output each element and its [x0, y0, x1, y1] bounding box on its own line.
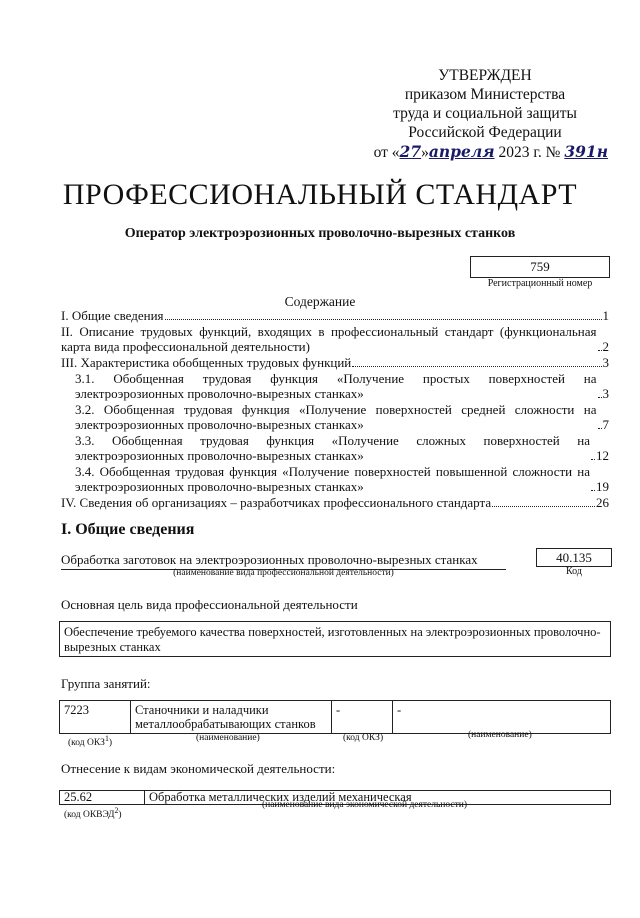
footnote-mark: 1 — [104, 734, 109, 743]
code-caption: Код — [566, 566, 582, 577]
goal-text: Обеспечение требуемого качества поверхностей, изготовленных на электроэрозионных проволочно-вырезных станках — [59, 621, 611, 657]
toc-leader-dots — [352, 366, 601, 367]
toc-entry-page: 2 — [602, 339, 609, 354]
toc-leader-dots — [598, 428, 602, 429]
toc-entry-text: III. Характеристика обобщенных трудовых функций — [61, 355, 352, 370]
toc-leader-dots — [598, 350, 602, 351]
footnote-mark: 2 — [114, 806, 119, 815]
toc-entry — [61, 355, 609, 370]
toc-leader-dots — [492, 506, 595, 507]
toc-entry-page: 19 — [596, 479, 609, 494]
okved-code-caption — [64, 806, 122, 820]
okz-name-1: Станочники и наладчики металлообрабатывающих станков — [131, 701, 332, 734]
toc-entry-text: IV. Сведения об организациях – разработчиках профессионального стандарта — [61, 495, 492, 510]
approval-line-2: приказом Министерства — [404, 86, 566, 103]
section-title: I. Общие сведения — [61, 521, 195, 538]
caption-text: ) — [118, 810, 122, 821]
toc-entry-text: I. Общие сведения — [61, 308, 164, 323]
toc-entry-page: 26 — [596, 495, 609, 510]
approval-line-3: труда и социальной защиты — [393, 105, 577, 122]
okz-name-caption: (наименование) — [196, 733, 260, 743]
date-month: апреля — [428, 142, 495, 161]
approval-block — [360, 66, 610, 162]
toc-heading: Содержание — [284, 294, 356, 309]
toc-entry — [61, 308, 609, 323]
approval-title: УТВЕРЖДЕН — [438, 67, 532, 84]
toc-entry-text: 3.2. Обобщенная трудовая функция «Получение поверхностей средней сложности на электроэрозионных проволочно-вырезных станках» — [75, 402, 597, 432]
date-prefix: от « — [373, 144, 400, 161]
activity-code: 40.135 — [536, 548, 612, 567]
toc-entry-text: 3.4. Обобщенная трудовая функция «Получение поверхностей повышенной сложности на электроэрозионных проволочно-вырезных станках» — [75, 464, 590, 494]
okved-name: Обработка металлических изделий механическая — [145, 791, 611, 805]
toc-entry — [61, 464, 609, 494]
registration-label: Регистрационный номер — [487, 278, 593, 289]
toc-entry-page: 1 — [602, 308, 609, 323]
okved-label: Отнесение к видам экономической деятельности: — [61, 761, 336, 776]
approval-line-4: Российской Федерации — [408, 124, 562, 141]
okz-name-2: - — [393, 701, 611, 734]
okz-name-2-caption: (наименование) — [468, 730, 532, 740]
group-label: Группа занятий: — [61, 676, 151, 691]
okved-code: 25.62 — [60, 791, 145, 805]
date-year: 2023 г. № — [498, 144, 561, 161]
toc-leader-dots — [598, 397, 602, 398]
okz-code-2: - — [332, 701, 393, 734]
okz-code-2-caption: (код ОКЗ) — [343, 733, 384, 743]
toc-entry-text: II. Описание трудовых функций, входящих в профессиональный стандарт (функциональная карта вида профессиональной деятельности) — [61, 324, 597, 354]
table-of-contents — [61, 308, 609, 511]
toc-entry — [61, 402, 609, 432]
toc-entry-page: 3 — [602, 355, 609, 370]
occupation-group-table — [59, 700, 611, 734]
toc-leader-dots — [165, 319, 602, 320]
date-mid: » — [421, 144, 429, 161]
toc-entry-text: 3.1. Обобщенная трудовая функция «Получение простых поверхностей на электроэрозионных проволочно-вырезных станках» — [75, 371, 597, 401]
toc-entry-page: 3 — [602, 386, 609, 401]
toc-entry — [61, 324, 609, 354]
okved-name-caption: (наименование вида экономической деятельности) — [262, 800, 467, 810]
document-title: ПРОФЕССИОНАЛЬНЫЙ СТАНДАРТ — [62, 178, 578, 211]
toc-entry-text: 3.3. Обобщенная трудовая функция «Получение сложных поверхностей на электроэрозионных проволочно-вырезных станках» — [75, 433, 590, 463]
date-day: 27 — [399, 142, 422, 161]
registration-number: 759 — [470, 256, 610, 278]
activity-caption: (наименование вида профессиональной деятельности) — [173, 568, 394, 578]
caption-text: (код ОКВЭД — [64, 810, 115, 821]
okz-code-1: 7223 — [60, 701, 131, 734]
caption-text: ) — [108, 738, 113, 749]
toc-leader-dots — [591, 490, 595, 491]
order-number: 391н — [564, 142, 608, 161]
standard-name: Оператор электроэрозионных проволочно-вырезных станков — [124, 226, 516, 241]
approval-date — [360, 142, 610, 162]
toc-leader-dots — [591, 459, 595, 460]
caption-text: (код ОКЗ — [68, 738, 105, 749]
toc-entry — [61, 371, 609, 401]
toc-entry-page: 7 — [602, 417, 609, 432]
toc-entry — [61, 433, 609, 463]
toc-entry-page: 12 — [596, 448, 609, 463]
goal-label: Основная цель вида профессиональной деятельности — [61, 597, 358, 612]
table-row — [60, 701, 611, 734]
activity-name: Обработка заготовок на электроэрозионных проволочно-вырезных станках — [61, 552, 506, 570]
okz-code-caption — [68, 734, 112, 748]
toc-entry — [61, 495, 609, 510]
